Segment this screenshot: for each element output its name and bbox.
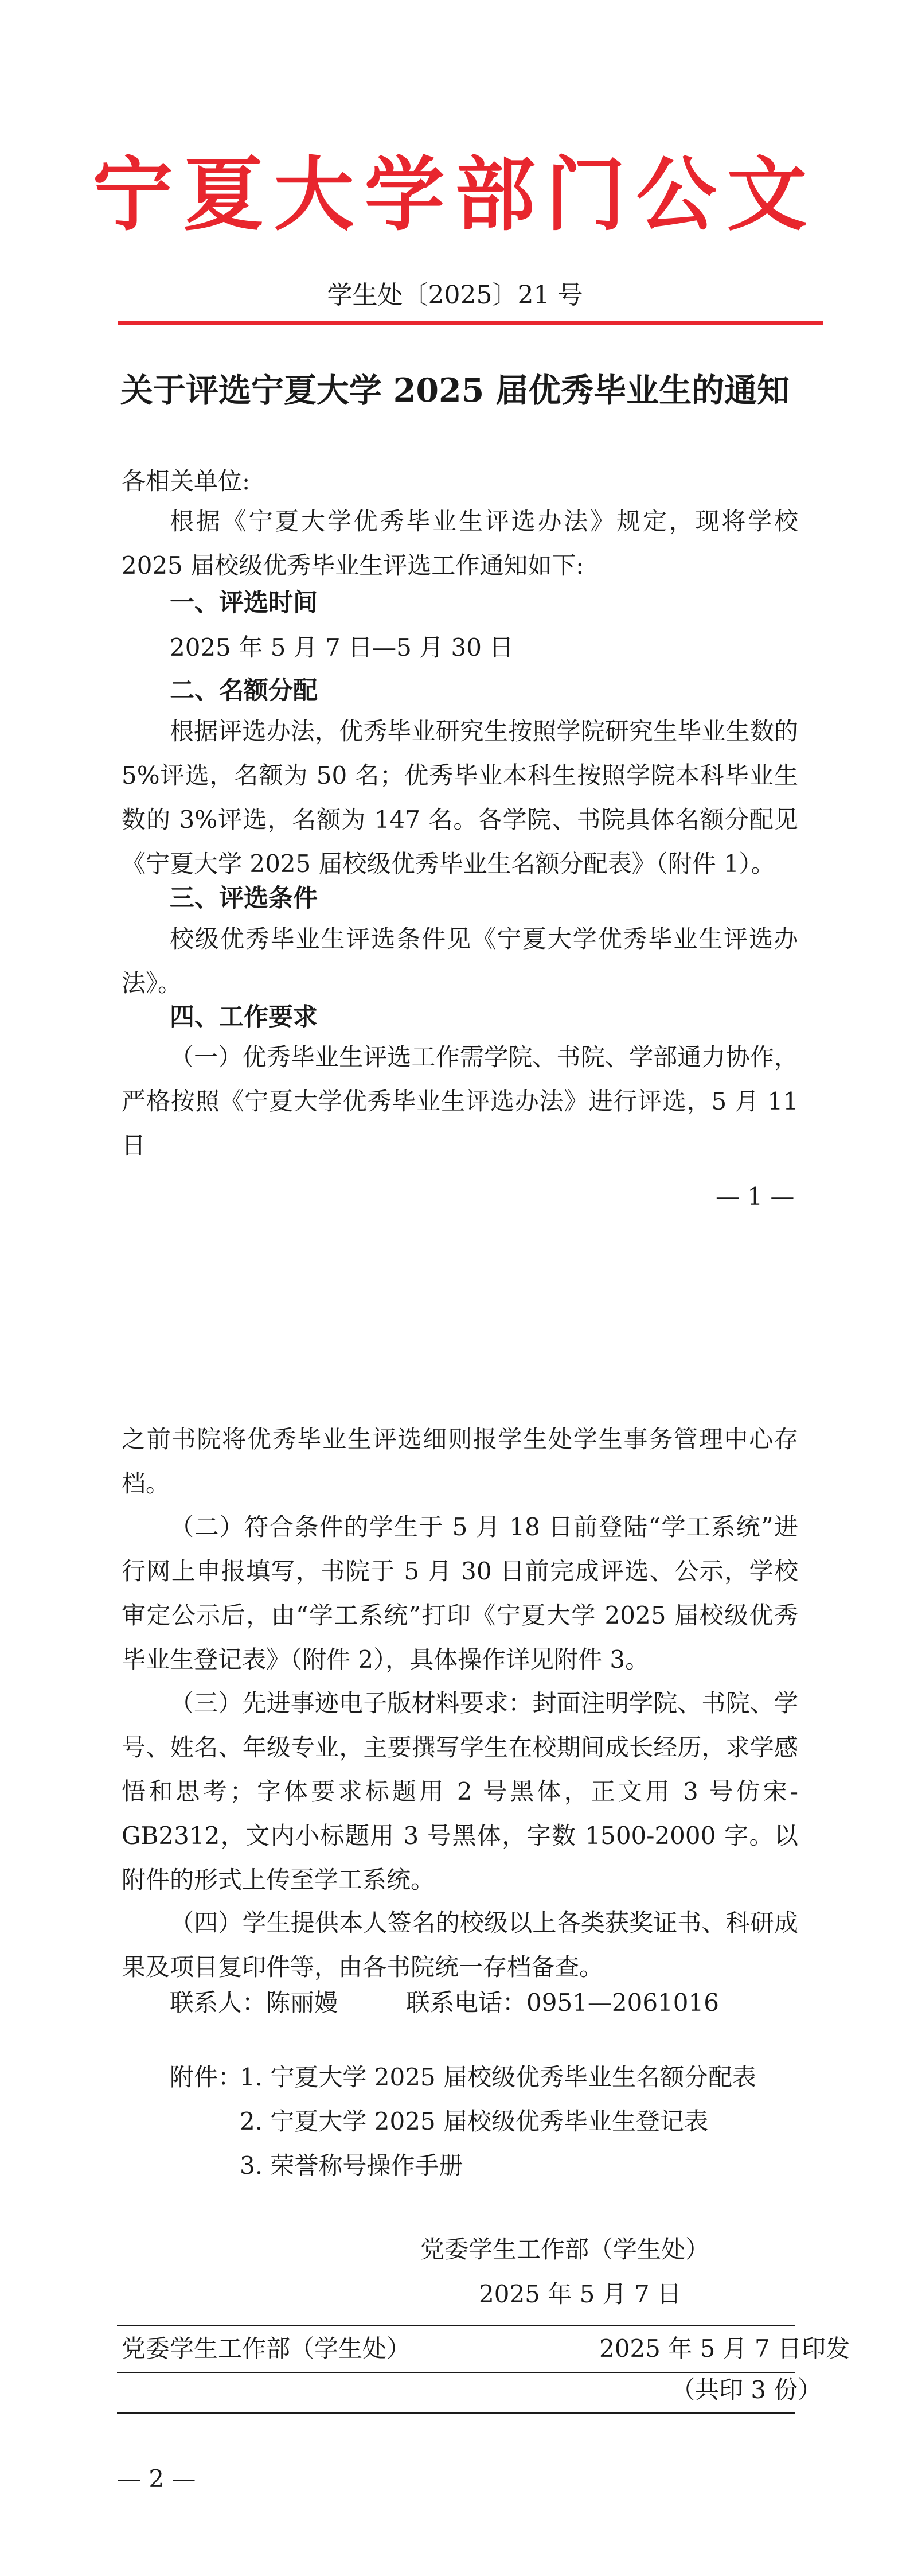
document-header-title: 宁夏大学部门公文 — [92, 148, 818, 242]
salutation: 各相关单位: — [122, 467, 251, 495]
page-number: — 2 — — [117, 2465, 196, 2493]
attachment-item: 2. 宁夏大学 2025 届校级优秀毕业生登记表 — [240, 2107, 709, 2135]
page-2 — [0, 1288, 910, 2576]
contact-person: 联系人：陈丽嫚 — [170, 1989, 339, 2017]
requirement-3-paragraph: （三）先进事迹电子版材料要求：封面注明学院、书院、学号、姓名、年级专业，主要撰写学生在校期间成长经历，求学感悟和思考；字体要求标题用 2 号黑体，正文用 3 号仿宋-GB2312，文内小标题用 3 号黑体，字数 1500-2000 字。以附件的形式上传至学工系统。 — [122, 1689, 798, 1894]
section-2-paragraph: 根据评选办法，优秀毕业研究生按照学院研究生毕业生数的 5%评选，名额为 50 名；优秀毕业本科生按照学院本科毕业生数的 3%评选，名额为 147 名。各学院、书院具体名额分配见《宁夏大学 2025 届校级优秀毕业生名额分配表》（附件 1）。 — [122, 717, 798, 878]
footer-copies: （共印 3 份） — [671, 2376, 822, 2404]
footer-print-date: 2025 年 5 月 7 日印发 — [599, 2334, 850, 2363]
notice-title: 关于评选宁夏大学 2025 届优秀毕业生的通知 — [120, 371, 790, 410]
section-1-text: 2025 年 5 月 7 日—5 月 30 日 — [170, 633, 514, 661]
document-number: 学生处〔2025〕21 号 — [327, 281, 583, 310]
section-4-heading: 四、工作要求 — [170, 1003, 318, 1032]
signature-organization: 党委学生工作部（学生处） — [420, 2235, 710, 2263]
requirement-4-paragraph: （四）学生提供本人签名的校级以上各类获奖证书、科研成果及项目复印件等，由各书院统一存档备查。 — [122, 1909, 798, 1981]
footer-top-rule — [117, 2325, 795, 2326]
requirement-1-paragraph: （一）优秀毕业生评选工作需学院、书院、学部通力协作，严格按照《宁夏大学优秀毕业生评选办法》进行评选，5 月 11 日 — [122, 1043, 798, 1159]
footer-organization: 党委学生工作部（学生处） — [122, 2334, 411, 2363]
requirement-2-paragraph: （二）符合条件的学生于 5 月 18 日前登陆“学工系统”进行网上申报填写，书院于 5 月 30 日前完成评选、公示，学校审定公示后，由“学工系统”打印《宁夏大学 2025 届校级优秀毕业生登记表》（附件 2），具体操作详见附件 3。 — [122, 1513, 798, 1674]
footer-bottom-rule — [117, 2412, 795, 2414]
attachment-item: 3. 荣誉称号操作手册 — [240, 2151, 463, 2180]
requirement-1-continuation: 之前书院将优秀毕业生评选细则报学生处学生事务管理中心存档。 — [122, 1425, 798, 1497]
intro-paragraph: 根据《宁夏大学优秀毕业生评选办法》规定，现将学校 2025 届校级优秀毕业生评选工作通知如下: — [122, 507, 798, 579]
signature-date: 2025 年 5 月 7 日 — [479, 2280, 682, 2308]
section-3-heading: 三、评选条件 — [170, 884, 318, 913]
attachment-item: 1. 宁夏大学 2025 届校级优秀毕业生名额分配表 — [240, 2063, 757, 2091]
section-2-heading: 二、名额分配 — [170, 676, 318, 705]
section-3-paragraph: 校级优秀毕业生评选条件见《宁夏大学优秀毕业生评选办法》。 — [122, 925, 798, 997]
attachments-label: 附件： — [170, 2063, 243, 2091]
page-number: — 1 — — [716, 1182, 795, 1211]
header-red-rule — [118, 321, 823, 325]
footer-middle-rule — [117, 2372, 795, 2373]
section-1-heading: 一、评选时间 — [170, 589, 318, 617]
contact-phone: 联系电话：0951—2061016 — [406, 1989, 719, 2017]
